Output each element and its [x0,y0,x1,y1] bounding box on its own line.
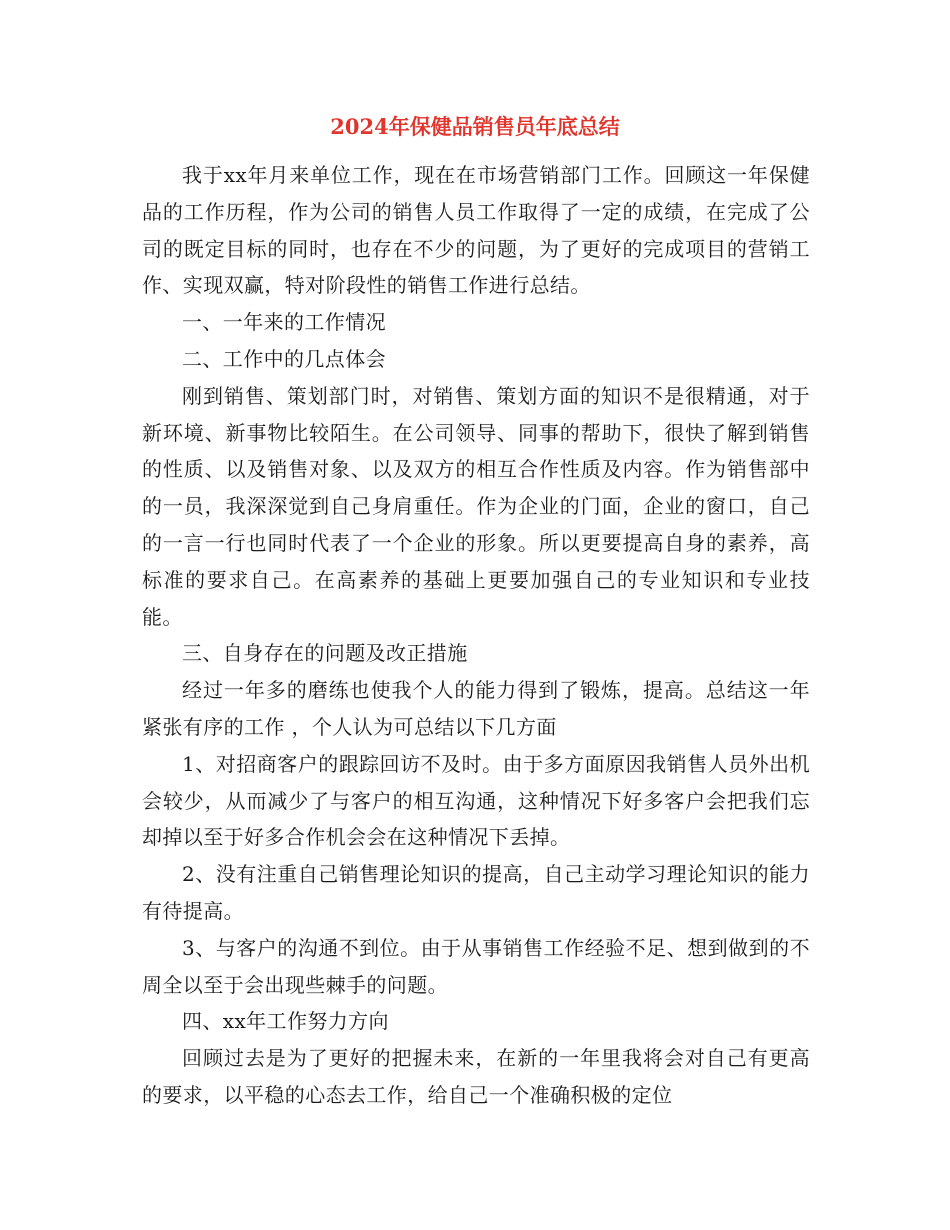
list-item-1: 1、对招商客户的跟踪回访不及时。由于多方面原因我销售人员外出机会较少，从而减少了与客户的相互沟通，这种情况下好多客户会把我们忘却掉以至于好多合作机会会在这种情况下丢掉。 [142,751,810,850]
paragraph-outlook: 回顾过去是为了更好的把握未来，在新的一年里我将会对自己有更高的要求，以平稳的心态去工作，给自己一个准确积极的定位 [142,1046,810,1107]
paragraph-experience: 刚到销售、策划部门时，对销售、策划方面的知识不是很精通，对于新环境、新事物比较陌生。在公司领导、同事的帮助下，很快了解到销售的性质、以及销售对象、以及双方的相互合作性质及内容。作为销售部中的一员，我深深觉到自己身肩重任。作为企业的门面，企业的窗口，自己的一言一行也同时代表了一个企业的形象。所以更要提高自身的素养，高标准的要求自己。在高素养的基础上更要加强自己的专业知识和专业技能。 [142,383,810,629]
section-heading-2: 二、工作中的几点体会 [182,346,386,371]
paragraph-intro: 我于xx年月来单位工作，现在在市场营销部门工作。回顾这一年保健品的工作历程，作为公司的销售人员工作取得了一定的成绩，在完成了公司的既定目标的同时，也存在不少的问题，为了更好的完成项目的营销工作、实现双赢，特对阶段性的销售工作进行总结。 [142,163,810,298]
list-item-2: 2、没有注重自己销售理论知识的提高，自己主动学习理论知识的能力有待提高。 [142,862,810,923]
list-item-3: 3、与客户的沟通不到位。由于从事销售工作经验不足、想到做到的不周全以至于会出现些棘手的问题。 [142,935,810,997]
document-body [142,157,810,1114]
section-heading-1: 一、一年来的工作情况 [182,310,386,335]
paragraph-summary: 经过一年多的磨练也使我个人的能力得到了锻炼，提高。总结这一年紧张有序的工作 ，个人认为可总结以下几方面 [142,678,810,739]
document-title: 2024年保健品销售员年底总结 [330,114,620,139]
section-heading-3: 三、自身存在的问题及改正措施 [182,641,468,666]
section-heading-4: 四、xx年工作努力方向 [182,1009,389,1034]
